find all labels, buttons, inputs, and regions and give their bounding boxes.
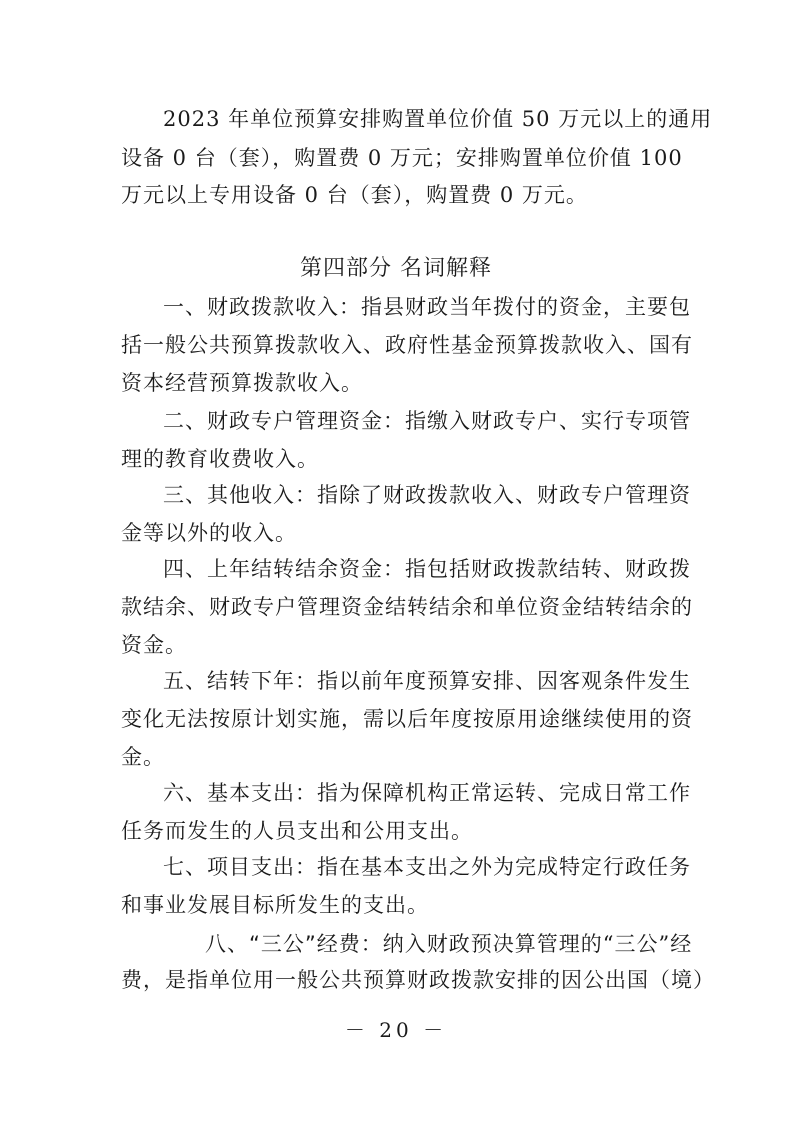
term-6-label: 六、基本支出： [163,781,317,805]
term-4-label: 四、上年结转结余资金： [163,557,405,581]
term-7-first-line [163,849,691,885]
term-2-label: 二、财政专户管理资金： [163,409,405,433]
term-6-text: 指为保障机构正常运转、完成日常工作 [317,781,691,805]
term-7-line-2: 和事业发展目标所发生的支出。 [121,893,429,917]
term-1-line-2: 括一般公共预算拨款收入、政府性基金预算拨款收入、国有 [121,333,693,357]
term-4-line-2: 款结余、财政专户管理资金结转结余和单位资金结转结余的 [121,595,693,619]
term-5-label: 五、结转下年： [163,669,317,693]
term-6-line-2: 任务而发生的人员支出和公用支出。 [121,819,473,843]
term-1-first-line [163,289,691,325]
term-3-first-line [163,477,691,513]
intro-line-3: 万元以上专用设备 0 台（套），购置费 0 万元。 [121,183,588,207]
term-1-text: 指县财政当年拨付的资金，主要包 [361,295,691,319]
term-7-text: 指在基本支出之外为完成特定行政任务 [317,855,691,879]
term-3-line-2: 金等以外的收入。 [121,521,297,545]
term-8-text: 纳入财政预决算管理的“三公”经 [382,932,693,956]
term-4-text: 指包括财政拨款结转、财政拨 [405,557,691,581]
term-4-line-3: 资金。 [121,633,187,657]
term-7-label: 七、项目支出： [163,855,317,879]
term-1-label: 一、财政拨款收入： [163,295,361,319]
section-heading: 第四部分 名词解释 [300,256,492,281]
intro-line-1: 2023 年单位预算安排购置单位价值 50 万元以上的通用 [163,107,713,131]
term-1-line-3: 资本经营预算拨款收入。 [121,371,363,395]
term-8-first-line [205,926,693,962]
term-8-line-2: 费，是指单位用一般公共预算财政拨款安排的因公出国（境） [121,968,715,992]
term-4-first-line [163,551,691,587]
term-2-line-2: 理的教育收费收入。 [121,447,319,471]
term-5-first-line [163,663,691,699]
term-6-first-line [163,775,691,811]
term-8-label: 八、“三公”经费： [205,932,383,956]
intro-line-2: 设备 0 台（套），购置费 0 万元；安排购置单位价值 100 [121,146,683,170]
page-number: － 20 － [344,1018,448,1042]
term-5-text: 指以前年度预算安排、因客观条件发生 [317,669,691,693]
term-5-line-3: 金。 [121,745,165,769]
term-2-text: 指缴入财政专户、实行专项管 [405,409,691,433]
term-2-first-line [163,403,691,439]
term-3-label: 三、其他收入： [163,483,317,507]
term-5-line-2: 变化无法按原计划实施，需以后年度按原用途继续使用的资 [121,707,693,731]
term-3-text: 指除了财政拨款收入、财政专户管理资 [317,483,691,507]
